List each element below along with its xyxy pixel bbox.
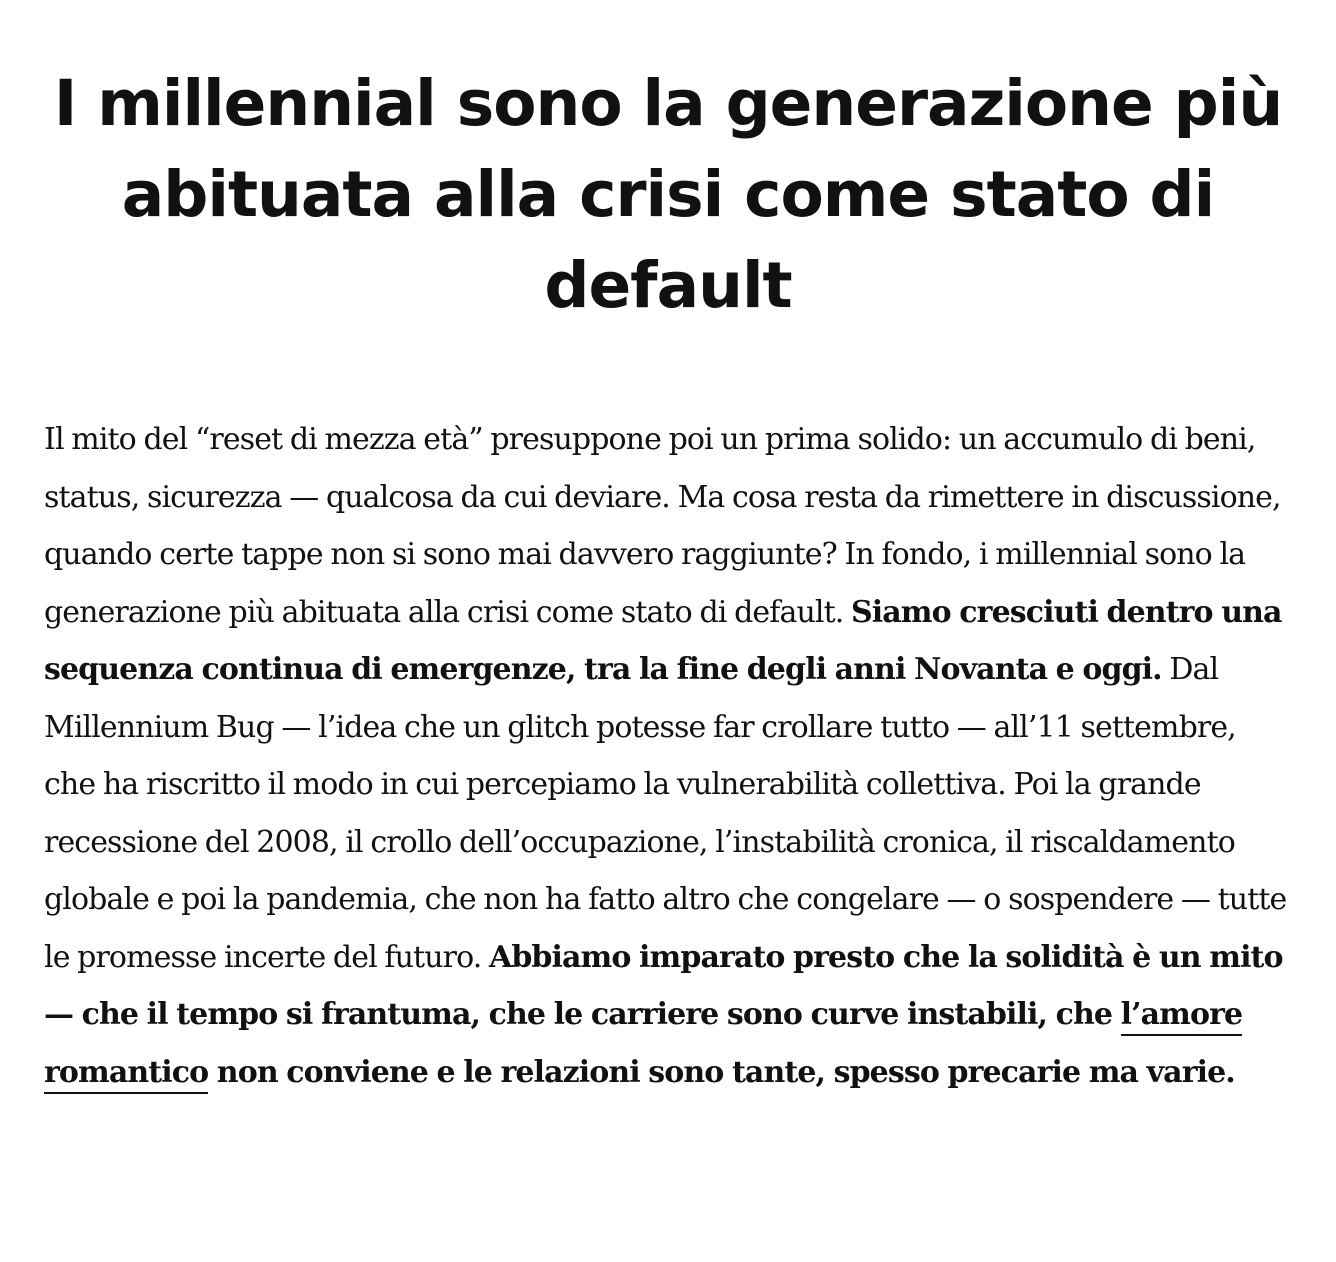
- paragraph-bold-1: Siamo cresciuti dentro una sequenza continua di emergenze, tra la fine degli anni Novanta e oggi.: [44, 594, 1282, 687]
- paragraph-bold-2-text: Abbiamo imparato presto che la solidità è un mito — che il tempo si frantuma, che le carriere sono curve instabili, che: [44, 939, 1283, 1032]
- article: [0, 58, 1336, 1101]
- article-title-line-1: I millennial sono la generazione più: [53, 67, 1283, 140]
- paragraph-bold-3-text: non conviene e le relazioni sono tante, spesso precarie ma varie.: [208, 1054, 1235, 1090]
- paragraph-text-1: Il mito del “reset di mezza età” presuppone poi un prima solido: un accumulo di beni, status, sicurezza — qualcosa da cui deviare. Ma cosa resta da rimettere in discussione, quando certe tappe non si sono mai davvero raggiunte? In fondo, i millennial sono la generazione più abituata alla crisi come stato di default.: [44, 422, 1281, 630]
- paragraph-text-2: Dal Millennium Bug — l’idea che un glitch potesse far crollare tutto — all’11 settembre, che ha riscritto il modo in cui percepiamo la vulnerabilità collettiva. Poi la grande recessione del 2008, il crollo dell’occupazione, l’instabilità cronica, il riscaldamento globale e poi la pandemia, che non ha fatto altro che congelare — o sospendere — tutte le promesse incerte del futuro.: [44, 652, 1287, 975]
- amore-romantico-link[interactable]: l’amore romantico: [44, 997, 1242, 1094]
- article-title-line-2: abituata alla crisi come stato di default: [121, 158, 1215, 322]
- article-paragraph: [44, 411, 1292, 1101]
- article-title: [44, 58, 1292, 331]
